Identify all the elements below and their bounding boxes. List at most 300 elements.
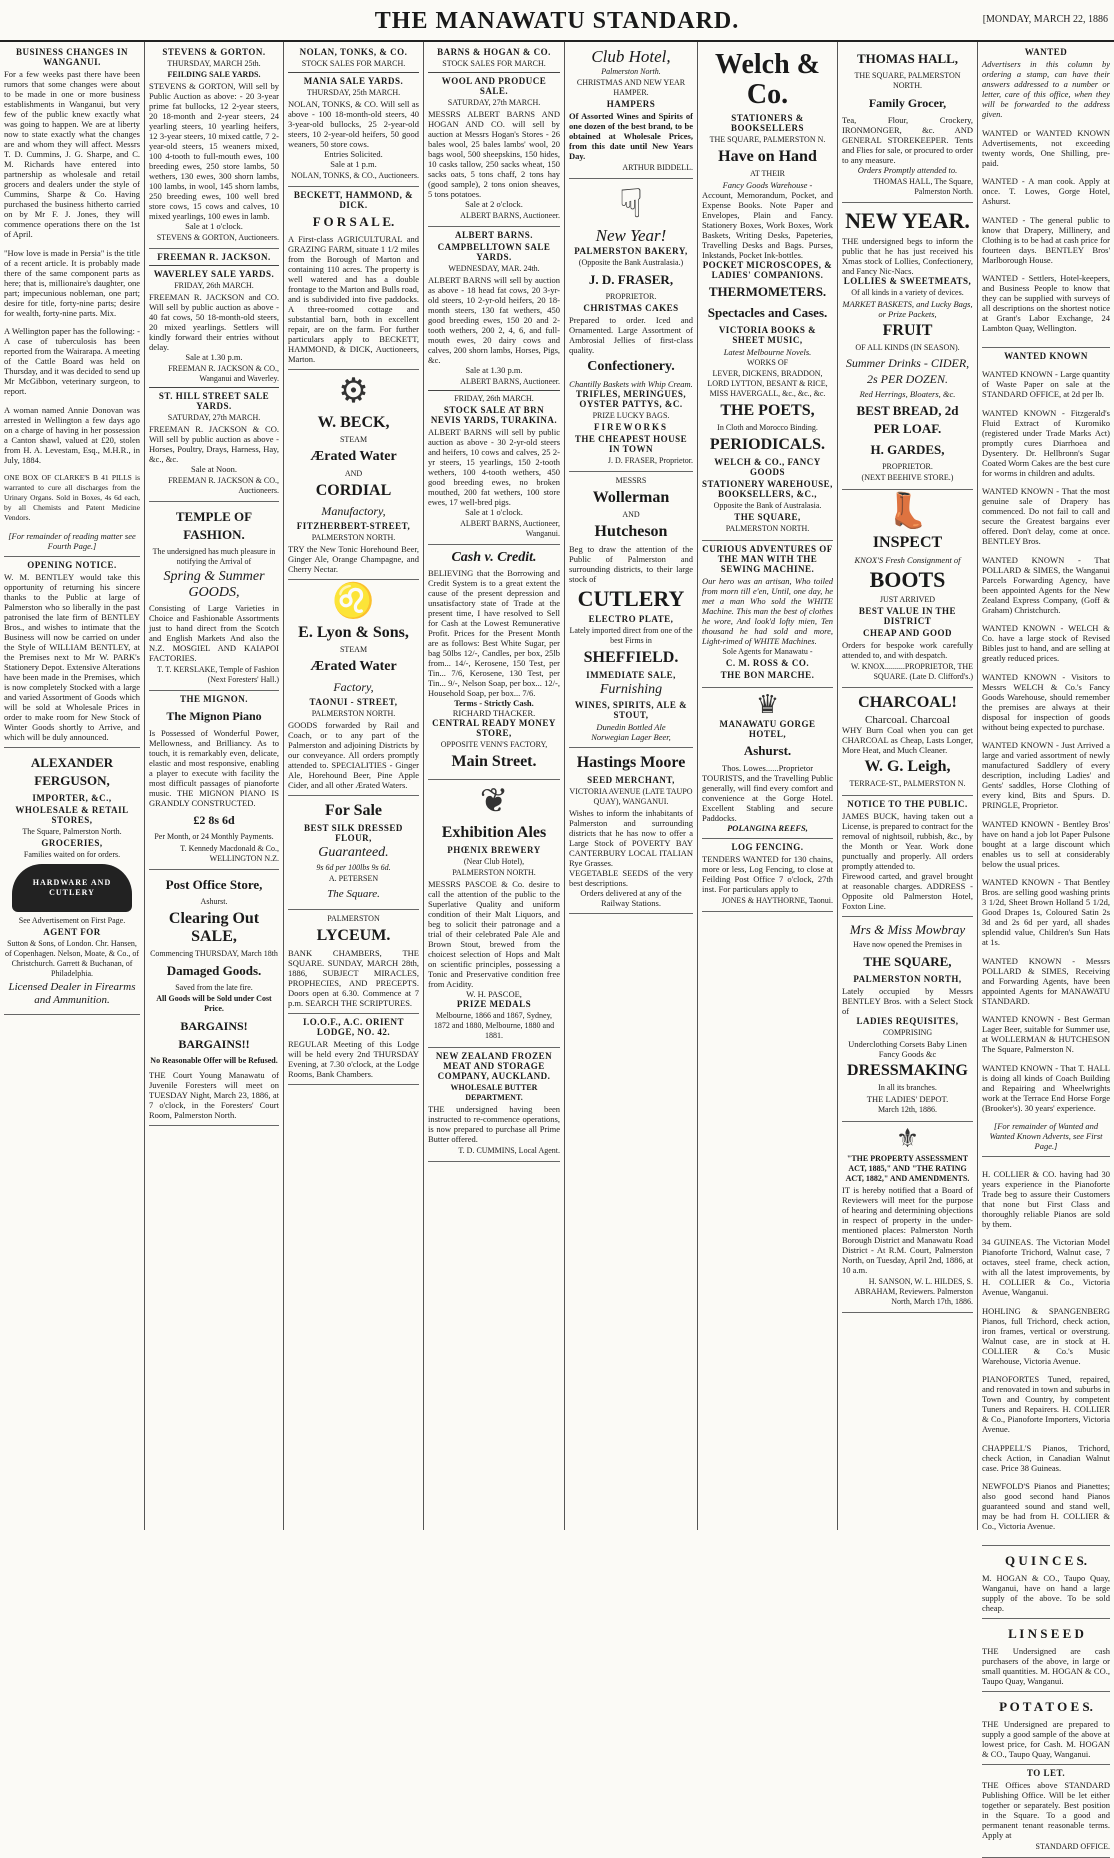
ad-headline: LOG FENCING. [731, 842, 804, 852]
ad-price: 9s 6d per 100lbs 9s 6d. [316, 863, 391, 872]
classified-item: NEWFOLD'S Pianos and Pianettes; also good second hand Pianos guaranteed sound and stand well, may be had from H. COLLIER & Co., Victoria Avenue. [982, 1481, 1110, 1531]
ad-title: Cash v. Credit. [451, 550, 537, 565]
ad-highlight: BEST BREAD, 2d PER LOAF. [856, 403, 959, 436]
ad-subtitle: CHEAP AND GOOD [862, 628, 952, 638]
ad-signature: THE LADIES' DEPOT. [866, 1094, 949, 1104]
ad-line: Orders Promptly attended to. [857, 165, 958, 175]
ad-highlight: Furnishing [599, 682, 663, 697]
ad-highlight: THERMOMETERS. [708, 284, 827, 299]
ad-subtitle: VICTORIA BOOKS & SHEET MUSIC, [718, 325, 817, 345]
ad-opening-notice [4, 557, 140, 748]
ad-signature: ALBERT BARNS, Auctioneer, Wanganui. [460, 519, 560, 538]
ad-headline: NOLAN, TONKS, & CO. [299, 47, 408, 57]
ad-line: PROPRIETOR. [605, 292, 657, 301]
ad-line: Saved from the late fire. [175, 983, 253, 992]
ad-highlight: Have on Hand [718, 148, 817, 165]
machinery-illustration: ⚙ [338, 373, 369, 410]
ad-title: W. BECK, [317, 414, 390, 431]
ad-body: TOURISTS, and the Travelling Public generally, will find every comfort and convenience at the Gorge Hotel. Excellent Stabling and secure Paddocks. [702, 773, 833, 823]
ad-subtitle: Family Grocer, [868, 96, 947, 110]
ad-lyceum [288, 910, 419, 1014]
ad-subtitle: IMPORTER, &C., [32, 792, 112, 803]
ad-address: PALMERSTON NORTH. [452, 868, 536, 877]
ad-barns-hogan [428, 44, 560, 227]
ad-signature: JONES & HAYTHORNE, Taonui. [721, 896, 833, 905]
ad-headline: THE MIGNON. [179, 694, 248, 704]
ad-notice-to-public [842, 796, 973, 917]
ad-address: PALMERSTON NORTH. [311, 709, 396, 718]
ad-line: THURSDAY, MARCH 25th. [167, 59, 261, 68]
masthead [0, 0, 1114, 42]
ad-address: THE SQUARE, [863, 954, 952, 969]
ad-title: CHARCOAL! [858, 694, 957, 711]
ad-line: WEDNESDAY, MAR. 24th. [448, 264, 540, 273]
ad-title: Mrs & Miss Mowbray [849, 922, 966, 937]
ad-subtitle: CENTRAL READY MONEY STORE, [432, 718, 556, 738]
ad-line: PALMERSTON [327, 914, 380, 923]
ad-subtitle: WOOL AND PRODUCE SALE. [441, 76, 547, 96]
ad-knox-boots [842, 490, 973, 688]
ad-to-let [982, 1765, 1110, 1858]
ad-line: No Reasonable Offer will be Refused. [150, 1056, 278, 1065]
ad-line: March 12th, 1886. [877, 1105, 938, 1114]
ad-beckett-hammond [288, 187, 419, 370]
ad-line: See Advertisement on First Page. [18, 915, 126, 925]
ad-subtitle: LADIES REQUISITES, [856, 1016, 959, 1026]
ad-body: THE Court Young Manawatu of Juvenile Foresters will meet on TUESDAY Night, March 23, 1886, at 7 o'clock, in the Foresters' Court Room, Palmerston North. [149, 1070, 279, 1120]
ad-line: POLANGINA REEFS, [727, 823, 808, 833]
ad-title: LYCEUM. [316, 927, 391, 944]
ad-body: THE undersigned begs to inform the public that he has just received his Xmas stock of Lollies, Confectionery, and Fancy Nic-Nacs. [842, 236, 973, 276]
ad-body: Lately occupied by Messrs BENTLEY Bros. with a Select Stock of [842, 986, 973, 1016]
ad-subtitle: CHRISTMAS CAKES [583, 303, 679, 313]
ad-subtitle: LOLLIES & SWEETMEATS, [843, 276, 972, 286]
ad-line: Commencing THURSDAY, March 18th [150, 949, 278, 958]
ad-line: (Near Club Hotel), [463, 857, 525, 866]
ad-temple-of-fashion [149, 502, 279, 691]
column-1 [0, 42, 145, 1530]
section-heading: WANTED KNOWN [1004, 350, 1088, 361]
ad-signature: W. G. Leigh, [864, 758, 951, 775]
ad-signature: H. GARDES, [870, 442, 945, 457]
ad-line: LEVER, DICKENS, BRADDON, LORD LYTTON, BESANT & RICE, MISS HAVERGALL, &c., &c., &c. [707, 369, 828, 398]
ad-subtitle: SEED MERCHANT, [587, 775, 675, 785]
classified-item: WANTED KNOWN - Fitzgerald's Fluid Extract of Kuromiko (registered under Trade Marks Act) promptly cures Diarrhoea and Dysentery. Dr. Hellbronn's Sugar Coated Worm Cakes are the best cure for worms in children and adults. [982, 407, 1110, 478]
ad-line: Red Herrings, Bloaters, &c. [859, 389, 956, 399]
article-paragraph: A Wellington paper has the following: - A case of tuberculosis has been reported from the Wairarapa. A meeting of the Cattle Board was held on Thursday, and it was decided to send up Mr McGibbon, veterinary surgeon, to report. [4, 326, 140, 396]
ad-headline: I.O.O.F., A.C. ORIENT LODGE, NO. 42. [303, 1017, 404, 1037]
ad-line: AND [622, 510, 640, 519]
ad-headline: NEW ZEALAND FROZEN MEAT AND STORAGE COMPANY, AUCKLAND. [435, 1051, 553, 1081]
ad-signature: W. KNOX..........PROPRIETOR, THE SQUARE. (Late D. Clifford's.) [850, 662, 973, 681]
ad-frozen-meat [428, 1048, 560, 1162]
column-3 [284, 42, 424, 1530]
phoenix-illustration: ❦ [479, 783, 509, 820]
ad-highlight: BOOTS [869, 567, 946, 592]
ad-line: Per Month, or 24 Monthly Payments. [154, 832, 274, 841]
ad-subtitle: POCKET MICROSCOPES, & LADIES' COMPANIONS. [702, 260, 833, 280]
ad-line: STEAM [339, 645, 368, 654]
ad-body: Prepared to order. Iced and Ornamented. Large Assortment of Ambrosial Jellies of first-class quality. [569, 315, 693, 355]
ad-body: ALBERT BARNS will sell by public auction as above - 30 2-yr-old steers and heifers, 10 cows and calves, 25 2-yr steers, 15 yearlings, 150 2-tooth wethers, 100 4-tooth wethers, 450 good breeding ewes, no broken mouthed, 200 fat wethers, 100 store ewes, 17 well-bred pigs. [428, 427, 560, 507]
classified-item: CHAPPELL'S Pianos, Trichord, check Action, in Canadian Walnut case. Price 38 Guineas. [982, 1442, 1110, 1473]
ad-title: Ashurst. [743, 743, 792, 758]
ad-line: PRIZE LUCKY BAGS. [592, 411, 670, 420]
ad-title: Exhibition Ales [441, 824, 547, 841]
ad-signature: FREEMAN R. JACKSON & CO., Wanganui and Waverley. [168, 364, 279, 383]
ad-body: BELIEVING that the Borrowing and Credit System is to a great extent the cause of the present depression and unsatisfactory state of Trade at the present time, I have resolved to Sell for Cash at the Lowest Remunerative Profit. Prices for the Present Month are as follows: Best White Sugar, per bag 50lbs 12/-, Candles, per box, 25lb from... 14/-, Kerosene, 150 Test, per Tin... 7/6, Kerosene, 130 Test, per Tin... 9/-, Nelson Soap, per box... 12/-, Household Soap, per box... 7/6. [428, 568, 560, 698]
ad-line: TAONUI - STREET, [309, 697, 398, 707]
column-8 [978, 42, 1114, 1851]
ad-body: THE Undersigned are prepared to supply a good sample of the above at lowest price, for Cash. M. HOGAN & CO., Taupo Quay, Wanganui. [982, 1718, 1110, 1759]
ad-line: Have now opened the Premises in [853, 940, 962, 949]
classified-item: WANTED KNOWN - Visitors to Messrs WELCH & Co.'s Fancy Goods Warehouse, should remember the premises are always at their disposal for inspection of goods without being expected to purchase. [982, 671, 1110, 732]
classified-item: WANTED KNOWN - That Bentley Bros. are selling good washing prints 3 1/2d, Sheet Brown Holland 5 1/2d, Good Drapes 1s, Coloured Satin 2s 3d and 2s 6d per yard, all shades splendid value, Children's Sun Hats at 1s. [982, 877, 1110, 947]
classified-item: H. COLLIER & CO. having had 30 years experience in the Pianoforte Trade beg to assure their Customers that none but First Class and thoroughly reliable Pianos are sold by them. [982, 1168, 1110, 1229]
ad-address: The Square. [327, 888, 380, 900]
ad-line: Manufactory, [321, 504, 386, 518]
ad-line: WHOLESALE BUTTER DEPARTMENT. [450, 1083, 538, 1102]
article-paragraph: A woman named Annie Donovan was arrested in Wellington a few days ago on a charge of having in her possession a Canton shawl, valued at £20, stolen from H. A. Levestam, Esq., M.H.R., in July, 1884. [4, 404, 140, 465]
ad-title: Post Office Store, [165, 877, 263, 892]
ad-subtitle: ST. HILL STREET SALE YARDS. [158, 391, 270, 411]
article-paragraph: "How love is made in Persia" is the title of a recent article. It is probably made there of the same component parts as here; that is, millionaire's daughter, one part; impecunious nobleman, one part; desire for title, forty-nine parts; desire for wealth, forty-nine parts. Mix. [4, 247, 140, 318]
ad-linseed [982, 1619, 1110, 1692]
ad-line: MESSRS [615, 476, 647, 485]
ad-body: THE Undersigned are cash purchasers of the above, in large or small quantities. M. HOGAN & CO., Taupo Quay, Wanganui. [982, 1645, 1110, 1686]
ad-line: Entries Solicited. [324, 149, 383, 159]
ad-line: PROPRIETOR. [882, 462, 933, 471]
classified-item: WANTED or WANTED KNOWN Advertisements, not exceeding twenty words, One Shilling, pre-paid. [982, 127, 1110, 168]
classified-item: PIANOFORTES Tuned, repaired, and renovated in town and suburbs in Town and Country, by competent Tuners and Repairers. H. COLLIER & Co., Pianoforte Importers, Victoria Avenue. [982, 1374, 1110, 1434]
ad-for-sale-flour [288, 796, 419, 910]
ad-body: GOODS forwarded by Rail and Coach, or to any part of the Palmerston and adjoining Districts by our conveyance. All orders promptly attended to. SPECIALITIES - Ginger Ale, Horehound Beer, Pine Apple Cider, and all other Ærated Waters. [288, 720, 419, 790]
ad-thomas-hall [842, 44, 973, 203]
ad-highlight: FRUIT [882, 322, 933, 339]
ad-address: Main Street. [451, 753, 537, 770]
ad-line: Melbourne, 1866 and 1867, Sydney, 1872 and 1880, Melbourne, 1880 and 1881. [433, 1011, 555, 1040]
ad-subtitle: Charcoal. Charcoal [865, 714, 950, 726]
ad-signature: A. PETERSEN [328, 874, 379, 883]
ad-headline: ALBERT BARNS. [454, 230, 534, 240]
column-5 [565, 42, 698, 1530]
ad-line: Terms - Strictly Cash. [454, 698, 534, 708]
ad-signature: NOLAN, TONKS, & CO., Auctioneers. [291, 171, 419, 180]
ad-subtitle: BEST VALUE IN THE DISTRICT [858, 606, 957, 626]
ad-line: SATURDAY, 27th MARCH. [167, 413, 261, 422]
classified-item: WANTED KNOWN - Large quantity of Waste Paper on sale at the STANDARD OFFICE, at 2d per lb. [982, 369, 1110, 399]
ad-line: (Opposite the Bank Australasia.) [578, 258, 684, 267]
ad-subtitle: FIREWORKS [593, 422, 668, 432]
continuation-note: [For remainder of reading matter see Fourth Page.] [8, 530, 136, 551]
ad-headline: CURIOUS ADVENTURES OF THE MAN WITH THE SEWING MACHINE. [702, 544, 833, 574]
classified-item: WANTED KNOWN - Bentley Bros' have on hand a job lot Paper Pulsone bought at a large discount which enables us to sell at considerably below the usual prices. [982, 818, 1110, 869]
classified-item: WANTED - A man cook. Apply at once. T. Lowes, Gorge Hotel, Ashurst. [982, 176, 1110, 206]
lion-illustration: ♌ [332, 583, 375, 620]
royal-crest-illustration: ⚜ [895, 1124, 920, 1153]
section-intro: Advertisers in this column by ordering a stamp, can have their answers addressed to a number or letter, care of this office, when they will be forwarded to the address given. [982, 59, 1110, 119]
ad-line: Underclothing Corsets Baby Linen Fancy Goods &c [848, 1039, 967, 1059]
ad-post-office-store [149, 870, 279, 1126]
ad-headline: TO LET. [1026, 1767, 1066, 1778]
ad-body: ALBERT BARNS will sell by auction as above - 18 head fat cows, 20 3-yr-old steers, 10 2-yr-old heifers, 20 18-month steers, 130 fat wethers, 450 good breeding ewes, 150 20 and 2-tooth wethers, 200 2, 4, 6, and full-mouth ewes, 20 dairy cows and calves, 200 shorn lambs, Horses, Pigs, &c. [428, 275, 560, 365]
classified-item: WANTED KNOWN - Just Arrived a large and varied assortment of newly manufactured Saddlery of every description, including Ladies' and Gents' saddles, Horse Clothing of every kind, Bits and Spurs. D. PRINGLE, Proprietor. [982, 740, 1110, 810]
ad-footer: Licensed Dealer in Firearms and Ammunition. [8, 980, 136, 1006]
ad-body: Our hero was an artisan, Who toiled from morn till e'en, Until, one day, he met a man Who sold the WHITE Machine. This man the best of clothes he wore, And look'd lofty mien, Ten thousand he had sold and more, Light-rimed of WHITE Machines. [702, 576, 833, 646]
ad-subtitle: WINES, SPIRITS, ALE & STOUT, [574, 700, 688, 720]
ad-new-year [842, 203, 973, 490]
ad-line: CHRISTMAS AND NEW YEAR HAMPER. [576, 78, 686, 97]
ad-line: Sole Agents for Manawatu - [722, 647, 813, 656]
ad-signature: T. D. CUMMINS, Local Agent. [458, 1146, 560, 1155]
ad-title: Hutcheson [594, 523, 668, 540]
ad-line: Latest Melbourne Novels. [723, 347, 812, 357]
ad-line: STOCK SALES FOR MARCH. [442, 59, 546, 68]
ad-subtitle: STATIONERY WAREHOUSE, BOOKSELLERS, &C., [702, 479, 833, 499]
ad-w-beck [288, 370, 419, 580]
ad-wollerman-hutcheson [569, 472, 693, 748]
ad-line: FEILDING SALE YARDS. [167, 70, 261, 79]
ad-line: Sale at 1 p.m. [330, 159, 377, 169]
ad-line: STOCK SALES FOR MARCH. [301, 59, 406, 68]
classified-item: WANTED KNOWN - That POLLARD & SIMES, the Wanganui Parcels Forwarding Agency, have been appointed Agents for the New Zealand Express Company, (Goff & Graham) Christchurch. [982, 554, 1110, 615]
ad-line: AT THEIR [749, 169, 786, 178]
ad-title: Wollerman [592, 489, 670, 506]
ad-line: SATURDAY, 27th MARCH. [447, 98, 541, 107]
ad-line: Sale at 1 o'clock. [185, 221, 243, 231]
classified-item: WANTED KNOWN - Best German Lager Beer, suitable for Summer use, at WOLLERMAN & HUTCHESON The Square, Palmerston N. [982, 1014, 1110, 1054]
ad-signature: T. T. KERSLAKE, Temple of Fashion (Next Foresters' Hall.) [157, 665, 279, 684]
ad-line: OPPOSITE VENN'S FACTORY, [440, 740, 548, 749]
classified-item: WANTED - Settlers, Hotel-keepers, and Business People to know that they can be supplied with surveys of all descriptions on the shortest notice at Grant's Labor Exchange, 24 Lambton Quay, Wellington. [982, 273, 1110, 333]
ad-body: FREEMAN R. JACKSON & CO. Will sell by public auction as above - Horses, Poultry, Drays, Harness, Hay, &c., &c. [149, 424, 279, 464]
ad-exhibition-ales [428, 780, 560, 1048]
article-headline: BUSINESS CHANGES IN WANGANUI. [15, 47, 129, 67]
ad-address: THE SQUARE, [734, 512, 801, 522]
ad-subtitle: WELCH & CO., FANCY GOODS [714, 457, 821, 477]
ad-line: All Goods will be Sold under Cost Price. [156, 994, 272, 1013]
ad-quinces [982, 1546, 1110, 1619]
boot-illustration: 👢 [886, 493, 929, 530]
ad-line: BEST SILK DRESSED FLOUR, [304, 823, 403, 843]
ad-hastings-moore [569, 748, 693, 914]
ad-body: Orders for bespoke work carefully attended to, and with despatch. [842, 640, 973, 660]
ad-subtitle: GROCERIES, [41, 837, 103, 848]
classified-item: WANTED KNOWN - Messrs POLLARD & SIMES, Receiving and Forwarding Agents, have been appointed Agents for MANAWATU STANDARD. [982, 955, 1110, 1006]
ad-welch-co [702, 44, 833, 541]
ad-subtitle: AGENT FOR [43, 926, 101, 937]
ad-highlight: Spring & Summer GOODS, [163, 569, 265, 600]
ad-line: OF ALL KINDS (IN SEASON). [855, 343, 960, 352]
ad-line: STEAM [339, 435, 368, 444]
ad-freeman-jackson [149, 249, 279, 502]
ad-oddfellows [288, 1014, 419, 1085]
ad-subtitle: PHŒNIX BREWERY [447, 845, 541, 855]
ad-address: The Square, Palmerston North. [22, 826, 122, 836]
article-paragraph: For a few weeks past there have been rumors that some changes were about to be made in one or more business establishments in Wanganui, but very few of the public knew exactly what was going to happen. We are at liberty now to state exactly what the changes are and whom they will affect. Messrs T. D. Cummins, J. G. Sharpe, and C. M. Richards have entered into partnership as wholesale and retail grocers and dealers under the style of Cummins, Sharpe & Co. Having purchased the business hitherto carried on by Mr F. J. Jones, they will commence operations there on the 1st of April. [4, 69, 140, 239]
ad-property-assessment [842, 1122, 973, 1313]
ad-title: The Mignon Piano [166, 709, 262, 723]
ad-title: NEW YEAR. [845, 208, 970, 233]
ad-headline: BECKETT, HAMMOND, & DICK. [293, 190, 414, 210]
ad-potatoes [982, 1692, 1110, 1765]
ad-title: TEMPLE OF FASHION. [175, 509, 253, 542]
ad-signature: STANDARD OFFICE. [1035, 1841, 1110, 1851]
ad-headline: OPENING NOTICE. [27, 559, 117, 570]
ad-signature: ARTHUR BIDDELL. [622, 163, 693, 172]
ad-signature: RICHARD THACKER. [452, 708, 536, 718]
ad-line: Thos. Lowes......Proprietor [721, 763, 814, 773]
ad-lyon-sons [288, 580, 419, 796]
ad-log-fencing [702, 839, 833, 912]
ad-mignon-piano [149, 691, 279, 870]
ad-palmerston-bakery [569, 179, 693, 472]
ad-subtitle: IMMEDIATE SALE, [586, 670, 676, 680]
ad-line: MARKET BASKETS, and Lucky Bags, or Prize Packets, [842, 299, 973, 319]
ad-signature: STEVENS & GORTON, Auctioneers. [156, 233, 279, 242]
ad-line: FRIDAY, 26th MARCH. [174, 281, 254, 290]
ad-collier-pianos [982, 1157, 1110, 1546]
pointing-hand-icon: ☟ [618, 181, 644, 226]
continuation-note: [For remainder of Wanted and Wanted Known Adverts, see First Page.] [989, 1121, 1103, 1151]
ad-body: Wishes to inform the inhabitants of Palmerston and surrounding districts that he has now to offer a Large Stock of POVERTY BAY CANTERBURY LOCAL ITALIAN Rye Grasses. [569, 808, 693, 868]
ad-line: Sutton & Sons, of London. Chr. Hansen, of Copenhagen. Nelson, Moate, & Co., of Christchurch. Garrett & Buchanan, of Philadelphia. [5, 938, 139, 978]
ad-body: Firewood carted, and gravel brought at reasonable charges. ADDRESS - Opposite old Palmerston Hotel, Foxton Line. [842, 871, 973, 911]
section-heading: WANTED [1024, 47, 1068, 57]
ad-highlight: THE POETS, [720, 402, 815, 419]
ad-subtitle: C. M. ROSS & CO. [725, 658, 810, 668]
ad-line: FITZHERBERT-STREET, [296, 521, 411, 531]
ad-line: Norwegian Lager Beer, [591, 732, 671, 742]
ad-body: Beg to draw the attention of the Public of Palmerston and surrounding districts, to their large stock of [569, 544, 693, 584]
ad-line: Sale at 1 o'clock. [465, 507, 523, 517]
ad-body: TRY the New Tonic Horehound Beer, Ginger Ale, Orange Champagne, and Cherry Nectar. [288, 544, 419, 574]
ad-signature: FREEMAN R. JACKSON & CO., Auctioneers. [168, 476, 279, 495]
ad-title: THOMAS HALL, [856, 51, 959, 66]
ad-body: TENDERS WANTED for 130 chains, more or less, Log Fencing, to close at Feilding Post Office 7 o'clock, 27th inst. For particulars apply to [702, 854, 833, 894]
ad-subtitle: WAVERLEY SALE YARDS. [153, 269, 275, 279]
ad-charcoal [842, 688, 973, 796]
ad-address: VICTORIA AVENUE (LATE TAUPO QUAY), WANGANUI. [569, 787, 693, 806]
ad-headline: "THE PROPERTY ASSESSMENT ACT, 1885," AND "THE RATING ACT, 1882," AND AMENDMENTS. [845, 1154, 970, 1183]
ad-line: Opposite the Bank of Australasia. [713, 501, 822, 510]
ad-body: WHY Burn Coal when you can get CHARCOAL as Cheap, Lasts Longer, More Heat, and Much Cleaner. [842, 725, 973, 755]
ad-subtitle: CAMPBELLTOWN SALE YARDS. [437, 242, 551, 262]
ad-highlight: CUTLERY [577, 586, 685, 611]
ad-line: Sale at 2 o'clock. [465, 199, 523, 209]
ad-title: Q U I N C E S. [1005, 1552, 1087, 1568]
ad-body: Of Assorted Wines and Spirits of one dozen of the best brand, to be obtained at Wholesale Prices, from this date until New Years Day. [569, 111, 693, 161]
ad-line: In all its branches. [878, 1083, 937, 1092]
ad-line: AND [344, 469, 363, 478]
ad-body: FREEMAN R. JACKSON and CO. Will sell by public auction as above - 40 fat cows, 50 18-month-old steers, 20 mixed yearlings. Settlers will kindly forward their entries without delay. [149, 292, 279, 352]
ad-line: Of all kinds in a variety of devices. [851, 288, 964, 297]
ad-albert-barns [428, 227, 560, 545]
ad-title: Welch & Co. [715, 49, 820, 110]
ad-body: THE Offices above STANDARD Publishing Office. Will be let either together or separately. Best position in the Square. To a good and permanent tenant reasonable terms. Apply at [982, 1779, 1110, 1840]
ad-address: PALMERSTON NORTH. [725, 524, 810, 533]
ad-body: BANK CHAMBERS, THE SQUARE. SUNDAY, MARCH 28th, 1886, SUBJECT MIRACLES, PROPHECIES, AND PRECEPTS. Doors open at 6.30. Commence at 7 p.m. SEARCH THE SCRIPTURES. [288, 948, 419, 1008]
ad-club-hotel [569, 44, 693, 179]
ad-highlight: Summer Drinks - CIDER, 2s PER DOZEN. [845, 356, 970, 386]
ad-signature: W. H. PASCOE, [466, 989, 522, 999]
newspaper-title: THE MANAWATU STANDARD. [374, 8, 740, 34]
ad-body: MESSRS ALBERT BARNS AND HOGAN AND CO. will sell by auction at Messrs Hogan's Stores - 26 bales wool, 25 bales lambs' wool, 20 bags wool, 500 sheepskins, 150 hides, 10 casks tallow, 250 sacks wheat, 150 sacks oats, 5 tons chaff, 2 tons hay (good sample), 2 tons onion sheaves, 5 tons potatoes. [428, 109, 560, 199]
ad-line: JUST ARRIVED [879, 595, 936, 604]
classified-item: WANTED KNOWN - That T. HALL is doing all kinds of Coach Building and Repairing and Wheelwrights work at the Terrace End Horse Forge (Brooker's). 30 years' experience. [982, 1062, 1110, 1113]
ad-line: Dunedin Bottled Ale [596, 722, 666, 732]
ad-title: Club Hotel, [591, 47, 671, 66]
ad-stevens-gorton [149, 44, 279, 249]
ad-highlight: CORDIAL [315, 482, 392, 499]
wanted-section [982, 44, 1110, 348]
ad-line: Chantilly Baskets with Whip Cream. [569, 379, 693, 389]
ad-signature: J. D. FRASER, Proprietor. [607, 456, 693, 465]
ad-address: PALMERSTON NORTH. [311, 533, 396, 542]
ad-headline: STEVENS & GORTON. [162, 47, 266, 57]
classified-item: WANTED KNOWN - That the most genuine sale of Drapery has commenced. Do not fail to call and secure the Greatest bargains ever offered. Don't delay, come at once. BENTLEY Bros. [982, 486, 1110, 546]
issue-date: [MONDAY, MARCH 22, 1886 [982, 14, 1108, 25]
ad-subtitle: HAMPERS [606, 99, 656, 109]
classified-item: WANTED KNOWN - WELCH & Co. have a large stock of Revised Bibles just to hand, and are selling at greatly reduced prices. [982, 623, 1110, 663]
ad-body: STEVENS & GORTON, Will sell by Public Auction as above: - 20 3-year prime fat bullocks, 12 2-year steers, 20 18-month and 2-year steers, 24 yearling steers, 10 yearling heifers, 12 3-year steers, 10 mixed cattle, 7 2-year-old steers, 15 weaners mixed, 100 4-tooth to full-mouth ewes, 100 breeding ewes, 250 store lambs, 50 wethers, 130 ewes, 300 shorn lambs, 100 lambs, in wool, 145 shorn lambs, 250 breeding ewes, 100 well bred store cows, 15 cows and calves, 10 mixed yearlings, 100 ewes in lamb. [149, 81, 279, 221]
ad-sewing-machine-poem [702, 541, 833, 688]
ad-signature: ALBERT BARNS, Auctioneer. [460, 377, 560, 386]
ad-subtitle: WHOLESALE & RETAIL STORES, [15, 804, 129, 825]
anvil-illustration [12, 864, 132, 912]
classified-item: HOHLING & SPANGENBERG Pianos, full Trichord, check action, iron frames, vertical or overstrung. Walnut case, are in stock at H. COLLIER & Co.'s Music Warehouse, Victoria Avenue. [982, 1305, 1110, 1366]
column-2 [145, 42, 284, 1530]
column-6 [698, 42, 838, 1530]
ad-subtitle: ELECTRO PLATE, [588, 614, 674, 624]
news-article [4, 44, 140, 557]
ad-title: J. D. FRASER, [588, 272, 674, 287]
ad-line: Fancy Goods Warehouse - [722, 180, 813, 190]
ad-highlight: BARGAINS! BARGAINS!! [178, 1019, 250, 1051]
ad-line: Orders delivered at any of the Railway Stations. [580, 888, 682, 908]
ad-line: Factory, [333, 680, 374, 694]
ad-body: IT is hereby notified that a Board of Reviewers will meet for the purpose of hearing and determining objections in respect of property in the under-mentioned places: Palmerston North Borough District and Manawatu Road District - At R.M. Court, Palmerston North, on Tuesday, April 2nd, 1886, at 10 a.m. [842, 1185, 973, 1275]
ad-highlight: Spectacles and Cases. [707, 305, 828, 320]
ad-body: THE undersigned having been instructed to re-commence operations, is now prepared to purchase all Prime Butter offered. [428, 1104, 560, 1144]
ad-body: Consisting of Large Varieties in Choice and Fashionable Assortments just to hand direct from the Scotch and English Markets And also the N.Z. MOSGIEL AND KAIAPOI FACTORIES. [149, 603, 279, 663]
ad-highlight: PERIODICALS. [709, 436, 826, 453]
ad-line: KNOX'S Fresh Consignment of [854, 555, 961, 565]
ad-highlight: SHEFFIELD. [583, 649, 679, 666]
ad-title: F O R S A L E. [312, 214, 395, 229]
ad-highlight: DRESSMAKING [847, 1062, 968, 1079]
ad-highlight: Ærated Water [310, 659, 397, 674]
ad-title: For Sale [324, 802, 383, 819]
ad-highlight: Ærated Water [310, 449, 397, 464]
ad-subtitle: PRIZE MEDALS [456, 999, 532, 1009]
ad-title: E. Lyon & Sons, [298, 624, 409, 641]
column-4 [424, 42, 565, 1530]
ad-line: Sale at 1.30 p.m. [185, 352, 243, 362]
classified-item: 34 GUINEAS. The Victorian Model Pianoforte Trichord, Walnut case, 7 octaves, steel frame, check action, with all the latest improvements, by H. COLLIER & Co., Victoria Avenue, Wanganui. [982, 1237, 1110, 1297]
ad-subtitle: THE BON MARCHE. [720, 670, 815, 680]
columns [0, 42, 1114, 1851]
ad-body: Tea, Flour, Crockery, IRONMONGER, &c. AND GENERAL STOREKEEPER. Tents and Flies for sale, or procured to order to any measure. [842, 115, 973, 165]
ad-line: FRIDAY, 26th MARCH. [454, 394, 534, 403]
ad-highlight: Damaged Goods. [166, 963, 262, 978]
ad-subtitle: THE CHEAPEST HOUSE IN TOWN [574, 434, 688, 454]
ad-signature: H. SANSON, W. L. HILDES, S. ABRAHAM, Reviewers. Palmerston North, March 17th, 1886. [854, 1277, 973, 1306]
ad-title: L I N S E E D [1008, 1625, 1084, 1641]
ad-body: Account, Memorandum, Pocket, and Expense Books. Note Paper and Envelopes, Plain and Fancy. Stationery Boxes, Work Boxes, Work Baskets, Writing Desks, Papeteries, Travelling Desks and Bags. Purses, Inkstands, Pocket Ink-bottles. [702, 190, 833, 260]
ad-highlight: New Year! [595, 226, 667, 245]
ad-nolan-tonks [288, 44, 419, 187]
